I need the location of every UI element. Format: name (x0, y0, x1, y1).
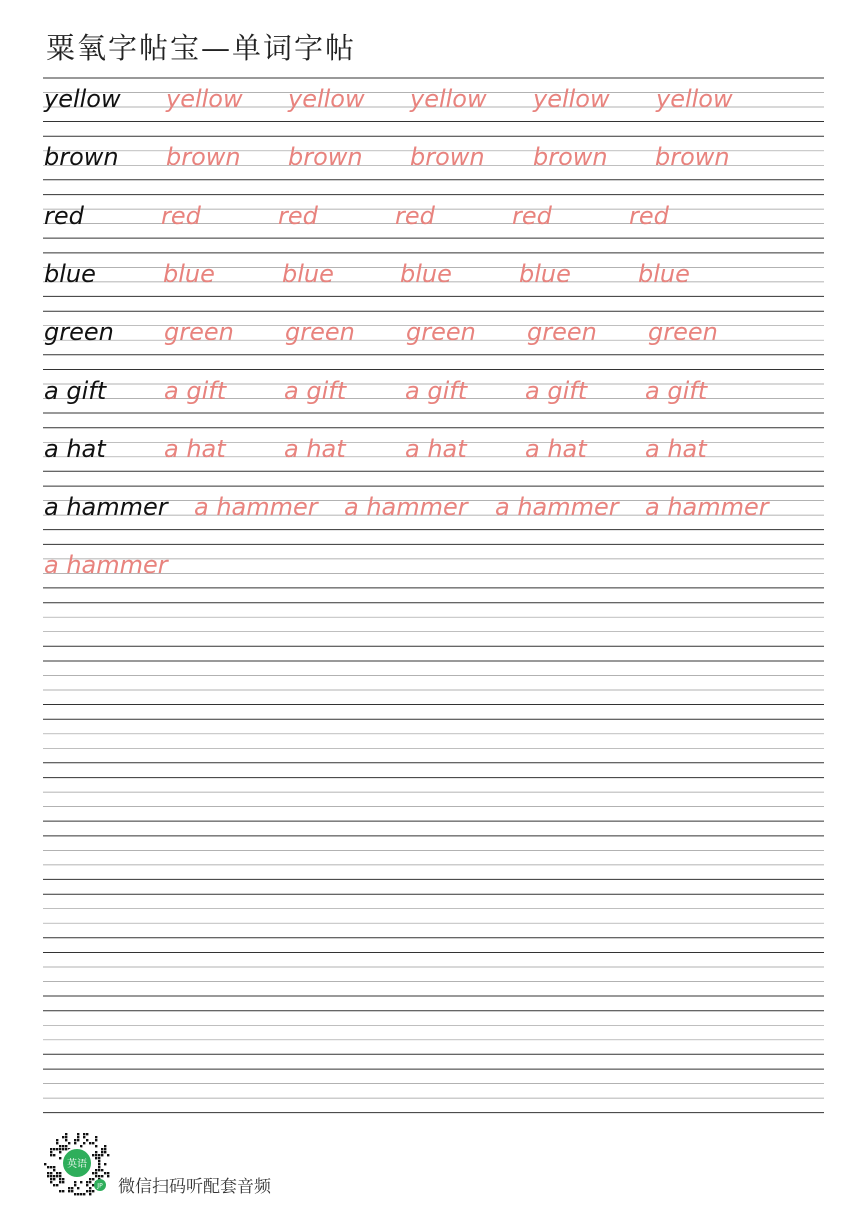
qr-dot (50, 1172, 52, 1174)
qr-dot (95, 1169, 97, 1171)
qr-dot (98, 1160, 100, 1162)
qr-dot (80, 1181, 82, 1183)
trace-word: green (648, 318, 718, 347)
qr-dot (107, 1175, 109, 1177)
qr-dot (53, 1175, 55, 1177)
qr-dot (89, 1142, 91, 1144)
trace-word: yellow (533, 85, 610, 113)
qr-dot (77, 1136, 79, 1138)
qr-dot (95, 1136, 97, 1138)
model-word: red (44, 201, 84, 230)
trace-word: green (527, 318, 597, 347)
qr-dot (92, 1154, 94, 1156)
trace-word: red (395, 201, 435, 230)
qr-dot (104, 1148, 106, 1150)
trace-word: blue (282, 259, 334, 288)
qr-dot (92, 1178, 94, 1180)
qr-dot (89, 1190, 91, 1192)
qr-dot (50, 1178, 52, 1180)
qr-dot (62, 1178, 64, 1180)
qr-dot (65, 1139, 67, 1141)
qr-dot (44, 1163, 46, 1165)
trace-word: a hammer (344, 493, 468, 522)
qr-dot (92, 1172, 94, 1174)
trace-word: yellow (288, 85, 365, 113)
qr-dot (104, 1145, 106, 1147)
qr-dot (59, 1175, 61, 1177)
qr-dot (89, 1178, 91, 1180)
model-word: green (44, 318, 114, 347)
qr-dot (98, 1154, 100, 1156)
trace-word: yellow (656, 85, 733, 113)
qr-dot (95, 1157, 97, 1159)
qr-dot (86, 1133, 88, 1135)
qr-dot (56, 1172, 58, 1174)
trace-word: brown (288, 143, 363, 172)
trace-word: brown (410, 143, 485, 172)
trace-word: green (406, 318, 476, 347)
qr-dot (59, 1151, 61, 1153)
footer-caption: 微信扫码听配套音频 (118, 1177, 271, 1197)
qr-dot (80, 1193, 82, 1195)
qr-dot (92, 1190, 94, 1192)
qr-dot (101, 1154, 103, 1156)
qr-dot (92, 1142, 94, 1144)
qr-dot (77, 1187, 79, 1189)
trace-word: brown (166, 143, 241, 172)
trace-word: brown (533, 143, 608, 172)
qr-dot (89, 1193, 91, 1195)
qr-dot (47, 1166, 49, 1168)
trace-word: red (161, 201, 201, 230)
qr-dot (56, 1175, 58, 1177)
qr-dot (98, 1175, 100, 1177)
trace-word: a hammer (194, 493, 318, 522)
trace-word: red (512, 201, 552, 230)
qr-dot (47, 1175, 49, 1177)
qr-dot (68, 1187, 70, 1189)
qr-dot (74, 1193, 76, 1195)
qr-badge-text: 英语 (67, 1159, 87, 1170)
qr-dot (71, 1187, 73, 1189)
qr-dot (107, 1154, 109, 1156)
qr-dot (74, 1139, 76, 1141)
qr-dot (86, 1139, 88, 1141)
qr-dot (65, 1145, 67, 1147)
qr-dot (101, 1151, 103, 1153)
qr-dot (104, 1172, 106, 1174)
trace-word: a hammer (495, 493, 619, 522)
trace-word: blue (638, 259, 690, 288)
qr-dot (53, 1184, 55, 1186)
qr-dot (62, 1190, 64, 1192)
qr-corner-text: JP (97, 1182, 103, 1190)
qr-dot (95, 1139, 97, 1141)
qr-dot (98, 1163, 100, 1165)
qr-dot (95, 1175, 97, 1177)
qr-dot (89, 1181, 91, 1183)
qr-dot (74, 1142, 76, 1144)
qr-dot (95, 1145, 97, 1147)
qr-dot (101, 1169, 103, 1171)
qr-dot (62, 1181, 64, 1183)
qr-dot (71, 1190, 73, 1192)
qr-dot (62, 1145, 64, 1147)
model-word: a hat (44, 434, 106, 463)
qr-dot (86, 1184, 88, 1186)
qr-dot (56, 1148, 58, 1150)
model-word: brown (44, 143, 119, 172)
qr-dot (74, 1181, 76, 1183)
trace-word: a gift (284, 376, 347, 405)
qr-dot (104, 1151, 106, 1153)
footer (42, 1128, 342, 1198)
trace-word: blue (519, 259, 571, 288)
qr-dot (83, 1142, 85, 1144)
qr-dot (56, 1139, 58, 1141)
trace-word: green (285, 318, 355, 347)
qr-dot (83, 1193, 85, 1195)
qr-dot (98, 1166, 100, 1168)
page-title: 粟氧字帖宝—单词字帖 (46, 31, 357, 65)
trace-word: a gift (525, 376, 588, 405)
qr-dot (86, 1181, 88, 1183)
qr-dot (65, 1148, 67, 1150)
trace-word: green (164, 318, 234, 347)
qr-dot (59, 1172, 61, 1174)
qr-dot (50, 1148, 52, 1150)
model-word: blue (44, 259, 96, 288)
qr-dot (56, 1184, 58, 1186)
trace-word: a hammer (645, 493, 769, 522)
qr-dot (107, 1172, 109, 1174)
model-word: a hammer (44, 493, 168, 522)
qr-dot (62, 1148, 64, 1150)
trace-word-overflow: a hammer (44, 551, 168, 580)
qr-dot (59, 1181, 61, 1183)
qr-dot (74, 1184, 76, 1186)
qr-dot (65, 1133, 67, 1135)
qr-dot (53, 1154, 55, 1156)
qr-dot (101, 1148, 103, 1150)
qr-dot (77, 1139, 79, 1141)
trace-word: blue (163, 259, 215, 288)
model-word: yellow (44, 85, 121, 113)
qr-dot (56, 1142, 58, 1144)
qr-dot (53, 1166, 55, 1168)
qr-dot (80, 1145, 82, 1147)
qr-dot (59, 1145, 61, 1147)
qr-dot (53, 1178, 55, 1180)
qr-dot (62, 1136, 64, 1138)
qr-dot (77, 1193, 79, 1195)
qr-dot (50, 1151, 52, 1153)
trace-word: brown (655, 143, 730, 172)
trace-word: blue (400, 259, 452, 288)
qr-dot (77, 1133, 79, 1135)
qr-dot (86, 1190, 88, 1192)
qr-dot (59, 1190, 61, 1192)
qr-dot (53, 1148, 55, 1150)
trace-word: a hat (405, 434, 467, 463)
qr-dot (50, 1166, 52, 1168)
trace-word: a gift (164, 376, 227, 405)
trace-word: a gift (645, 376, 708, 405)
qr-dot (104, 1163, 106, 1165)
qr-dot (65, 1136, 67, 1138)
qr-dot (59, 1157, 61, 1159)
trace-word: a hat (645, 434, 707, 463)
qr-dot (95, 1151, 97, 1153)
qr-dot (101, 1175, 103, 1177)
qr-dot (68, 1190, 70, 1192)
qr-dot (95, 1172, 97, 1174)
qr-dot (53, 1169, 55, 1171)
qr-dot (59, 1148, 61, 1150)
trace-word: a hat (525, 434, 587, 463)
trace-word: yellow (166, 85, 243, 113)
qr-dot (68, 1142, 70, 1144)
model-word: a gift (44, 376, 107, 405)
qr-dot (95, 1154, 97, 1156)
qr-dot (83, 1136, 85, 1138)
trace-word: red (629, 201, 669, 230)
qr-dot (59, 1178, 61, 1180)
trace-word: yellow (410, 85, 487, 113)
qr-dot (98, 1157, 100, 1159)
trace-word: a hat (164, 434, 226, 463)
qr-dot (98, 1169, 100, 1171)
trace-word: a hat (284, 434, 346, 463)
qr-dot (50, 1181, 52, 1183)
qr-dot (47, 1172, 49, 1174)
trace-word: a gift (405, 376, 468, 405)
qr-dot (50, 1175, 52, 1177)
qr-dot (89, 1187, 91, 1189)
qr-code-icon[interactable] (42, 1128, 112, 1198)
trace-word: red (278, 201, 318, 230)
qr-dot (50, 1154, 52, 1156)
qr-dot (83, 1133, 85, 1135)
